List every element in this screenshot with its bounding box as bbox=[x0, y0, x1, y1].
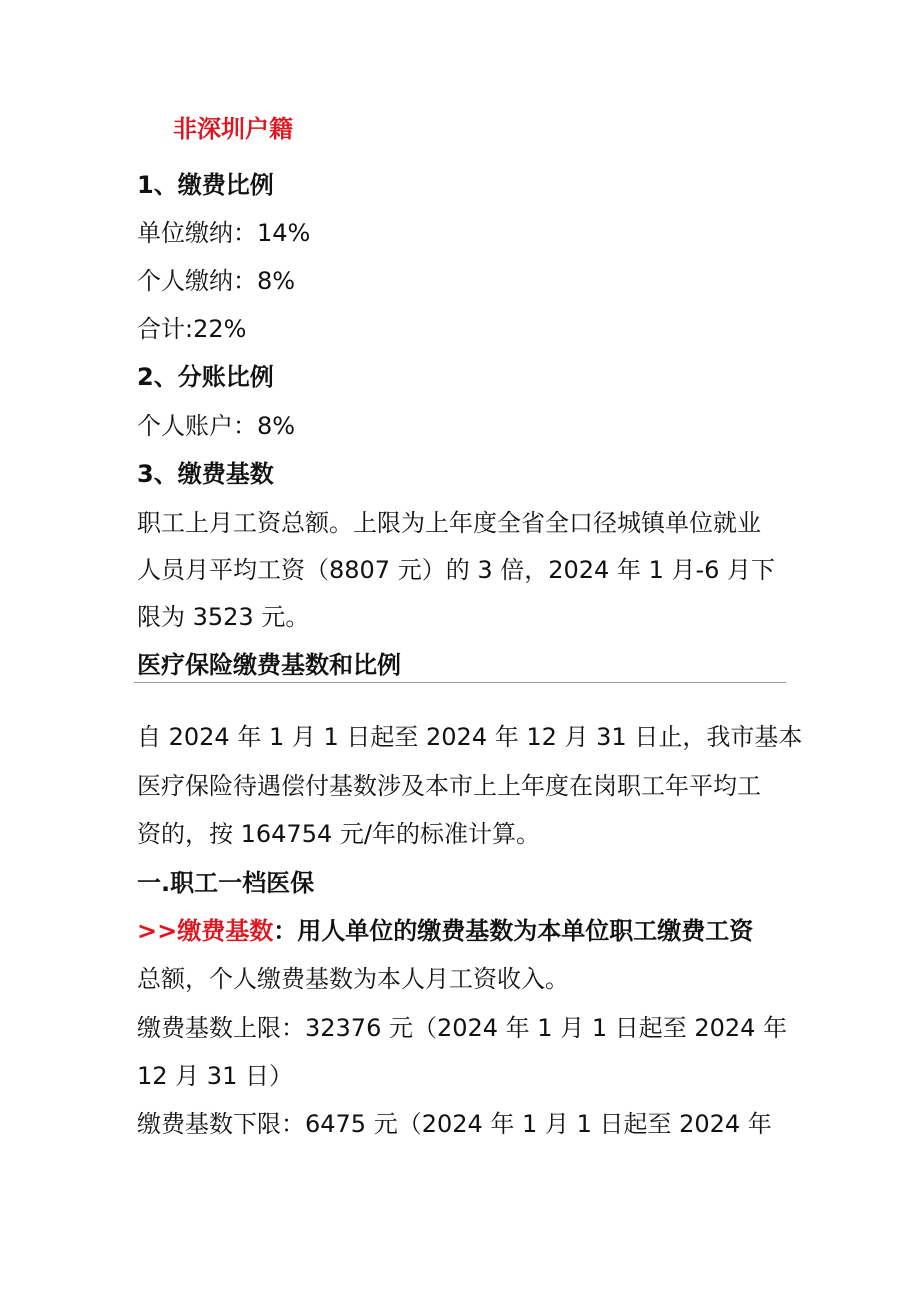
base-desc-line-2: 总额，个人缴费基数为本人月工资收入。 bbox=[137, 965, 569, 993]
employer-rate: 单位缴纳：14% bbox=[137, 219, 311, 247]
base-label: >>缴费基数 bbox=[137, 917, 274, 945]
base-desc-line-1 bbox=[137, 916, 753, 946]
base-text-line-2: 人员月平均工资（8807 元）的 3 倍，2024 年 1 月-6 月下 bbox=[137, 556, 776, 584]
base-text-line-3: 限为 3523 元。 bbox=[137, 603, 310, 631]
tier1-title: 一.职工一档医保 bbox=[137, 869, 315, 897]
total-rate: 合计:22% bbox=[137, 315, 247, 343]
item3-title: 3、缴费基数 bbox=[137, 460, 274, 488]
section-heading-nonlocal: 非深圳户籍 bbox=[173, 115, 293, 143]
upper-limit-line-1: 缴费基数上限：32376 元（2024 年 1 月 1 日起至 2024 年 bbox=[137, 1014, 788, 1042]
item1-title: 1、缴费比例 bbox=[137, 171, 274, 199]
item2-title: 2、分账比例 bbox=[137, 363, 274, 391]
upper-limit-line-2: 12 月 31 日） bbox=[137, 1062, 293, 1090]
lower-limit-line-1: 缴费基数下限：6475 元（2024 年 1 月 1 日起至 2024 年 bbox=[137, 1110, 772, 1138]
medical-intro-line-3: 资的，按 164754 元/年的标准计算。 bbox=[137, 820, 540, 848]
personal-account-rate: 个人账户：8% bbox=[137, 412, 296, 440]
base-text-line-1: 职工上月工资总额。上限为上年度全省全口径城镇单位就业 bbox=[137, 509, 761, 537]
base-desc-text: ：用人单位的缴费基数为本单位职工缴费工资 bbox=[273, 917, 754, 945]
section-heading-medical: 医疗保险缴费基数和比例 bbox=[137, 651, 401, 679]
heading-divider bbox=[134, 682, 786, 683]
medical-intro-line-1: 自 2024 年 1 月 1 日起至 2024 年 12 月 31 日止，我市基本 bbox=[137, 723, 803, 751]
personal-rate: 个人缴纳：8% bbox=[137, 267, 296, 295]
medical-intro-line-2: 医疗保险待遇偿付基数涉及本市上上年度在岗职工年平均工 bbox=[137, 772, 761, 800]
